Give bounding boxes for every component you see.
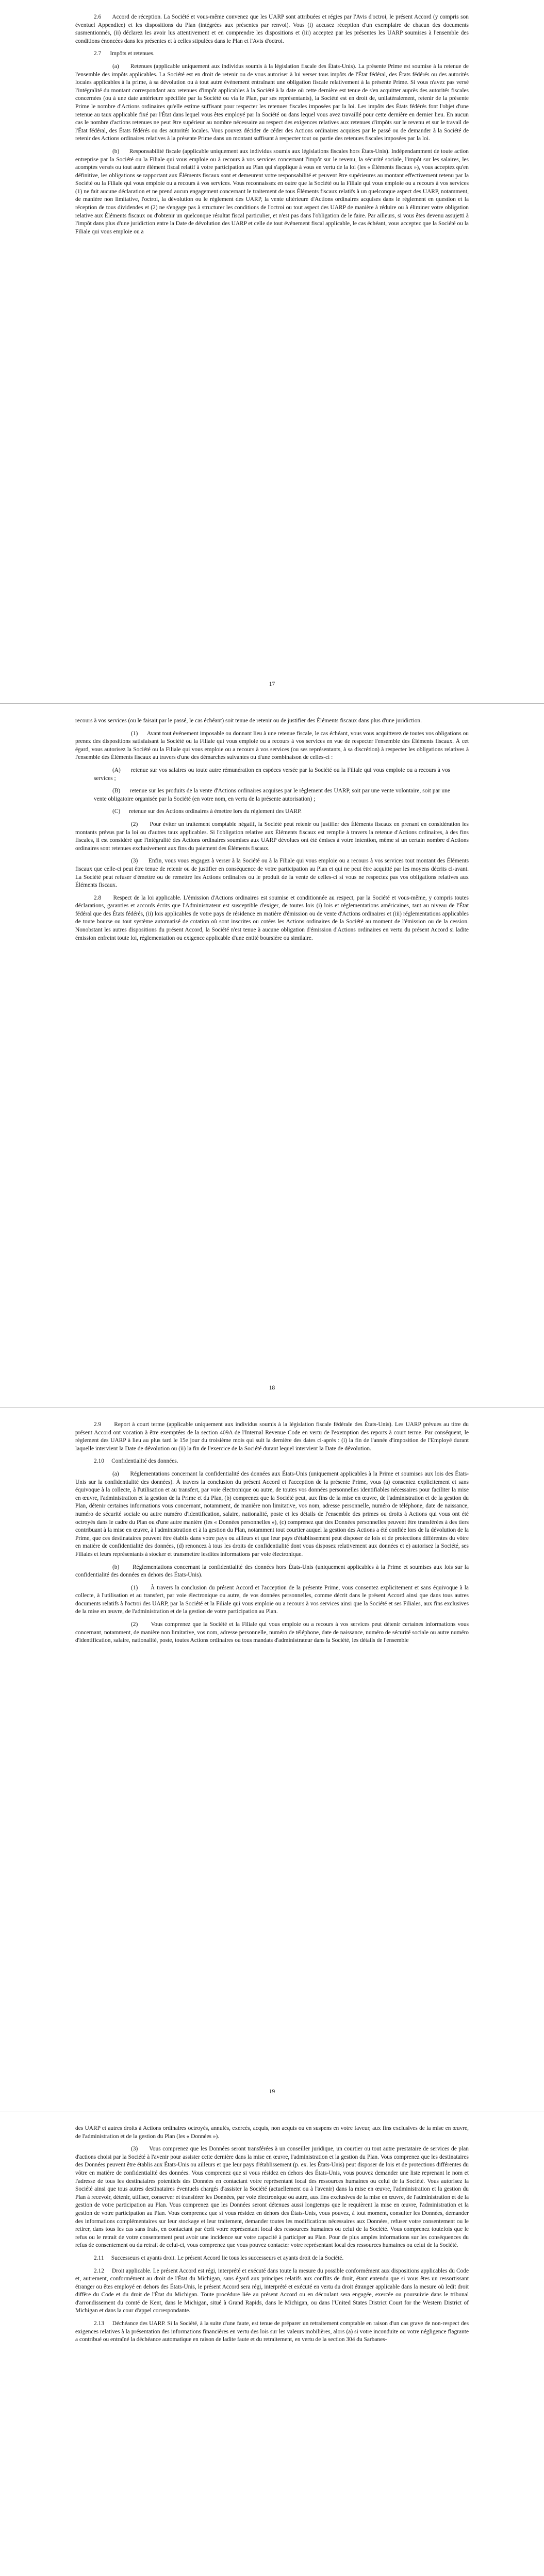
paragraph-2-7-b-3: (3) Enfin, vous vous engagez à verser à la Société ou à la Filiale qui vous emploie ou a recours à vos services tout montant des Éléments fiscaux que celle-ci peut être tenue de retenir ou de justifier en conséquence de votre participation au Plan et qui ne peut être acquitté par les moyens décrits ci-avant. La Société peut refuser d'émettre ou de remettre les Actions ordinaires ou le produit de la vente de celles-ci si vous ne respectez pas vos obligations relatives aux Éléments fiscaux. bbox=[75, 858, 469, 889]
paragraph-2-11: 2.11 Successeurs et ayants droit. Le présent Accord lie tous les successeurs et ayants droit de la Société. bbox=[94, 2255, 344, 2261]
paragraph-continuation: des UARP et autres droits à Actions ordinaires octroyés, annulés, exercés, acquis, non acquis ou en suspens en votre faveur, aux fins exclusives de la mise en œuvre, de l'administration et de la gestion du Plan (les « Données »). bbox=[75, 2125, 469, 2140]
paragraph-2-7-b-1-C: (C) retenue sur des Actions ordinaires à émettre lors du règlement des UARP. bbox=[112, 808, 302, 815]
paragraph-2-8: 2.8 Respect de la loi applicable. L'émission d'Actions ordinaires est soumise et conditionnée au respect, par la Société et vous-même, y compris toutes déclarations, garanties et accords écrits que l'Administrateur est susceptible d'exiger, de toutes lois (i) lois et réglementations américaines, tant au niveau de l'État fédéral que des États fédérés, (ii) lois applicables de votre pays de résidence en matière d'émission ou de vente d'Actions ordinaires et (iii) réglementations applicables de toute bourse ou tout système automatisé de cotation où sont inscrites ou cotées les Actions ordinaires de la Société au moment de l'émission ou de la cession. Nonobstant les autres dispositions du présent Accord, la Société n'est tenue à aucune obligation d'émission d'Actions ordinaires en vertu du présent Accord si ladite émission enfreint toute loi, réglementation ou exigence applicable d'une entité boursière ou similaire. bbox=[75, 894, 469, 941]
paragraph-continuation: recours à vos services (ou le faisait par le passé, le cas échéant) soit tenue de retenir ou de justifier des Éléments fiscaux dans plus d'une juridiction. bbox=[75, 718, 422, 724]
page-body bbox=[75, 13, 469, 241]
document-page-17 bbox=[0, 0, 544, 703]
paragraph-2-10-b-3: (3) Vous comprenez que les Données seront transférées à un conseiller juridique, un courtier ou tout autre prestataire de services de plan d'actions choisi par la Société à l'avenir pour assister cette dernière dans la mise en œuvre, l'administration et la gestion du Plan. Vous comprenez que les destinataires des Données peuvent être établis aux États-Unis ou ailleurs et que leur pays d'établissement (p. ex. les États-Unis) peut disposer de lois et de protections différentes du vôtre en matière de confidentialité des données. Vous comprenez que si vous résidez en dehors des États-Unis, vous pouvez demander une liste reprenant le nom et l'adresse de tous les destinataires potentiels des Données en contactant votre représentant local des ressources humaines ou celui de la Société. Vous autorisez la Société ainsi que tous autres destinataires éventuels chargés d'assister la Société (actuellement ou à l'avenir) dans la mise en œuvre, l'administration et la gestion du Plan à recevoir, détenir, utiliser, conserver et transférer les Données, par voie électronique ou autre, aux fins exclusives de la mise en œuvre, de l'administration et de la gestion de votre participation au Plan. Vous comprenez que les Données seront détenues aussi longtemps que le requièrent la mise en œuvre, l'administration et la gestion de votre participation au Plan. Vous comprenez que si vous résidez en dehors des États-Unis, vous pouvez, à tout moment, consulter les Données, demander des informations complémentaires sur leur stockage et leur traitement, demander toutes les modifications nécessaires aux Données, refuser votre consentement ou le retirer, dans tous les cas sans frais, en contactant par écrit votre représentant local des ressources humaines ou celui de la Société. Vous comprenez toutefois que le refus ou le retrait de votre consentement peut avoir une incidence sur votre capacité à participer au Plan. Pour de plus amples informations sur les conséquences du refus de consentement ou du retrait de celui-ci, vous comprenez que vous pouvez contacter votre représentant local des ressources humaines ou celui de la Société. bbox=[75, 2146, 469, 2249]
paragraph-2-10-b: (b) Réglementations concernant la confidentialité des données hors États-Unis (uniquement applicables à la Prime et soumises aux lois sur la confidentialité des données en dehors des États-Unis). bbox=[75, 1564, 469, 1579]
paragraph-2-12: 2.12 Droit applicable. Le présent Accord est régi, interprété et exécuté dans toute la mesure du possible conformément aux dispositions applicables du Code et, autrement, conformément au droit de l'État du Michigan, sans égard aux principes relatifs aux conflits de droit, étant entendu que si vous êtes un ressortissant étranger ou êtes employé en dehors des États-Unis, le présent Accord sera régi, interprété et exécuté en vertu du droit étranger applicable dans la mesure où ledit droit diffère du Code et du droit de l'État du Michigan. Toute procédure liée au présent Accord ou en découlant sera engagée, exercée ou poursuivie dans le tribunal d'arrondissement du comté de Kent, dans le Michigan, situé à Grand Rapids, dans le Michigan, ou dans l'United States District Court for the Western District of Michigan et dans la cour d'appel correspondante. bbox=[75, 2267, 469, 2314]
paragraph-2-13: 2.13 Déchéance des UARP. Si la Société, à la suite d'une faute, est tenue de préparer un retraitement comptable en raison d'un cas grave de non-respect des exigences relatives à la présentation des informations financières en vertu des lois sur les valeurs mobilières, alors (a) si votre inconduite ou votre négligence flagrante a contribué ou entraîné la déchéance automatique en raison de ladite faute et du retraitement, en vertu de la section 304 du Sarbanes- bbox=[75, 2320, 469, 2343]
heading-2-7: 2.7 Impôts et retenues. bbox=[94, 50, 155, 57]
paragraph-2-9: 2.9 Report à court terme (applicable uniquement aux individus soumis à la législation fiscale fédérale des États-Unis). Les UARP prévues au titre du présent Accord ont vocation à être exemptées de la section 409A de l'Internal Revenue Code en vertu de l'exemption des reports à court terme. Par conséquent, le règlement des UARP à lieu au plus tard le 15e jour du troisième mois qui suit la dernière des dates ci-après : (i) la fin de l'année d'imposition de l'Employé durant laquelle intervient la Date de dévolution ou (ii) la fin de l'exercice de la Société durant lequel intervient la Date de dévolution. bbox=[75, 1421, 469, 1452]
page-body bbox=[75, 1421, 469, 1650]
document-page-18 bbox=[0, 704, 544, 1407]
paragraph-2-10-a: (a) Réglementations concernant la confidentialité des données aux États-Unis (uniquement applicables à la Prime et soumises aux lois des États-Unis sur la confidentialité des données). À travers la conclusion du présent Accord et l'acception de la présente Prime, vous (a) consentez explicitement et sans équivoque à la collecte, à l'utilisation et au transfert, par voie électronique ou autre, de toutes vos données personnelles identifiables nécessaires pour faciliter la mise en œuvre, l'administration et la gestion de la Prime et du Plan, (b) comprenez que la Société peut, aux fins de la mise en œuvre, de l'administration et de la gestion du Plan, détenir certaines informations vous concernant, notamment, de manière non limitative, vos nom, adresse personnelle, numéro de téléphone, date de naissance, numéro de sécurité sociale ou autre numéro d'identification, salaire, nationalité, poste et les détails de l'ensemble des primes ou droits à Actions qui vous ont été octroyés dans le cadre du Plan ou d'une autre manière (les « Données personnelles »), (c) comprenez que des Données personnelles peuvent être transférées à des tiers contribuant à la mise en œuvre, à l'administration et à la gestion du Plan, notamment tout courtier auquel la gestion des Actions a été confiée lors de la dévolution de la Prime, que ces destinataires peuvent être établis dans votre pays ou ailleurs et que leur pays d'établissement peut disposer de lois et de protections différentes du vôtre en matière de confidentialité des données, (d) renoncez à tous les droits de confidentialité dont vous disposez relativement aux données et e) autorisez la Société, ses Filiales et leurs représentants à stocker et transmettre lesdites informations par voie électronique. bbox=[75, 1470, 469, 1557]
paragraph-2-6: 2.6 Accord de réception. La Société et vous-même convenez que les UARP sont attribuées et régies par l'Avis d'octroi, le présent Accord (y compris son éventuel Appendice) et les dispositions du Plan (intégrées aux présentes par renvoi). Vous (i) accusez réception d'un exemplaire de chacun des documents susmentionnés, (ii) déclarez les avoir lus attentivement et en comprendre les dispositions et (iii) acceptez par les présentes les UARP soumises à l'ensemble des conditions énoncées dans les présentes et à celles stipulées dans le Plan et l'Avis d'octroi. bbox=[75, 14, 469, 44]
paragraph-2-7-b: (b) Responsabilité fiscale (applicable uniquement aux individus soumis aux législations fiscales hors États-Unis). Indépendamment de toute action entreprise par la Société ou la Filiale qui vous emploie ou à recours à vos services concernant l'impôt sur le revenu, la sécurité sociale, l'impôt sur les salaires, les acomptes versés ou tout autre élément fiscal relatif à votre participation au Plan qui s'applique à vous en vertu de la loi (les « Éléments fiscaux »), vous acceptez qu'en définitive, les obligations se rapportant aux Éléments fiscaux sont et demeurent votre responsabilité et peuvent être supérieures au montant effectivement retenu par la Société ou la Filiale qui vous emploie ou a recours à vos services. Vous reconnaissez en outre que la Société ou la Filiale qui vous emploie ou a recours à vos services (1) ne fait aucune déclaration et ne prend aucun engagement concernant le traitement de tous Éléments fiscaux relatifs à un quelconque aspect des UARP, notamment, de manière non limitative, l'octroi, la dévolution ou le règlement des UARP, la vente ultérieure d'Actions ordinaires acquises dans le règlement en question et la réception de tous dividendes et (2) ne s'engage pas à structurer les conditions de l'octroi ou tout aspect des UARP de manière à réduire ou à éliminer votre obligation relative aux Éléments fiscaux ou d'obtenir un quelconque résultat fiscal particulier, et n'est pas dans l'obligation de le faire. Par ailleurs, si vous êtes devenu assujetti à l'impôt dans plus d'une juridiction entre la Date de dévolution des UARP et celle de tout événement fiscal applicable, le cas échéant, vous acceptez que la Société ou la Filiale qui vous emploie ou a bbox=[75, 148, 469, 235]
page-body bbox=[75, 717, 469, 947]
paragraph-2-7-b-1-A: (A) retenue sur vos salaires ou toute autre rémunération en espèces versée par la Société ou la Filiale qui vous emploie ou a recours à vos services ; bbox=[94, 767, 450, 782]
document-page-19 bbox=[0, 1408, 544, 2111]
heading-2-10: 2.10 Confidentialité des données. bbox=[94, 1458, 178, 1465]
paragraph-2-7-b-1: (1) Avant tout événement imposable ou donnant lieu à une retenue fiscale, le cas échéant, vous vous acquitterez de toutes vos obligations ou prenez des dispositions satisfaisant la Société ou la Filiale qui vous emploie ou a recours à vos services en vue de respecter l'ensemble des Éléments fiscaux. À cet égard, vous autorisez la Société ou la Filiale qui vous emploie ou a recours à vos services (ou ses représentants, à sa discrétion) à respecter les obligations relatives à l'ensemble des Éléments fiscaux au travers d'une des démarches suivantes ou d'une combinaison de celles-ci : bbox=[75, 730, 469, 761]
page-number: 17 bbox=[269, 681, 275, 687]
page-body bbox=[75, 2125, 469, 2349]
paragraph-2-7-b-1-B: (B) retenue sur les produits de la vente d'Actions ordinaires acquises par le règlement des UARP, soit par une vente volontaire, soit par une vente obligatoire organisée par la Société (en votre nom, en vertu de la présente autorisation) ; bbox=[94, 788, 450, 802]
document-page-20 bbox=[0, 2111, 544, 2576]
paragraph-2-10-b-1: (1) À travers la conclusion du présent Accord et l'acception de la présente Prime, vous consentez explicitement et sans équivoque à la collecte, à l'utilisation et au transfert, par voie électronique ou autre, de vos données personnelles, comme décrit dans le présent Accord ainsi que dans tous autres documents relatifs à l'octroi des UARP, par la Société et la Filiale qui vous emploie ou a recours à vos services ainsi que la Société et ses Filiales, aux fins exclusives de la mise en œuvre, de l'administration et de la gestion de votre participation au Plan. bbox=[75, 1584, 469, 1615]
paragraph-2-7-b-2: (2) Pour éviter un traitement comptable négatif, la Société peut retenir ou justifier des Éléments fiscaux en prenant en considération les montants prévus par la loi ou d'autres taux applicables. Si l'obligation relative aux Éléments fiscaux est remplie à travers la retenue d'Actions ordinaires, à des fins fiscales, il est considéré que l'intégralité des Actions ordinaires soumises aux UARP dévolues ont été émises à votre intention, même si un certain nombre d'Actions ordinaires sont retenues exclusivement aux fins du paiement des Éléments fiscaux. bbox=[75, 821, 469, 852]
paragraph-2-10-b-2: (2) Vous comprenez que la Société et la Filiale qui vous emploie ou a recours à vos services peut détenir certaines informations vous concernant, notamment, de manière non limitative, vos nom, adresse personnelle, numéro de téléphone, date de naissance, numéro de sécurité sociale ou autre numéro d'identification, salaire, nationalité, poste, toutes Actions ordinaires ou tous mandats d'administrateur dans la Société, les détails de l'ensemble bbox=[75, 1621, 469, 1644]
paragraph-2-7-a: (a) Retenues (applicable uniquement aux individus soumis à la législation fiscale des États-Unis). La présente Prime est soumise à la retenue de l'ensemble des impôts applicables. La Société est en droit de retenir ou de vous autoriser à lui verser tous impôts de l'État fédéral, des États fédérés ou des autorités locales applicables à la prime, à sa dévolution ou à tout autre événement entraînant une obligation fiscale relativement à la présente Prime. Si vous n'avez pas versé l'intégralité du montant correspondant aux retenues d'impôt applicables à la Société à la date où cette dernière est tenue de s'en acquitter auprès des autorités fiscales concernées (ou à une date antérieure spécifiée par la Société ou via le Plan, par ses représentants), la Société est en droit de, unilatéralement, retenir de la présente Prime le nombre d'Actions ordinaires qu'elle estime suffisant pour respecter les retenues fiscales imposées par la loi. Les impôts des États fédérés font l'objet d'une retenue au taux applicable fixé par l'État dans lequel vous êtes employé par la Société ou dans lequel vous avez travaillé pour cette dernière en dernier lieu. En aucun cas le nombre d'actions retenues ne peut être supérieur au nombre nécessaire au respect des exigences relatives aux retenues d'impôts sur le revenu et sur le travail de l'État fédéral, des États fédérés ou des autorités locales. Vous pouvez décider de céder des Actions ordinaires acquises par le passé ou de demander à la Société de retenir des Actions ordinaires relatives à la présente Prime dans un montant suffisant à respecter tout ou partie des retenues fiscales imposées par la loi. bbox=[75, 63, 469, 142]
page-number: 18 bbox=[269, 1385, 275, 1391]
page-number: 19 bbox=[269, 2089, 275, 2095]
